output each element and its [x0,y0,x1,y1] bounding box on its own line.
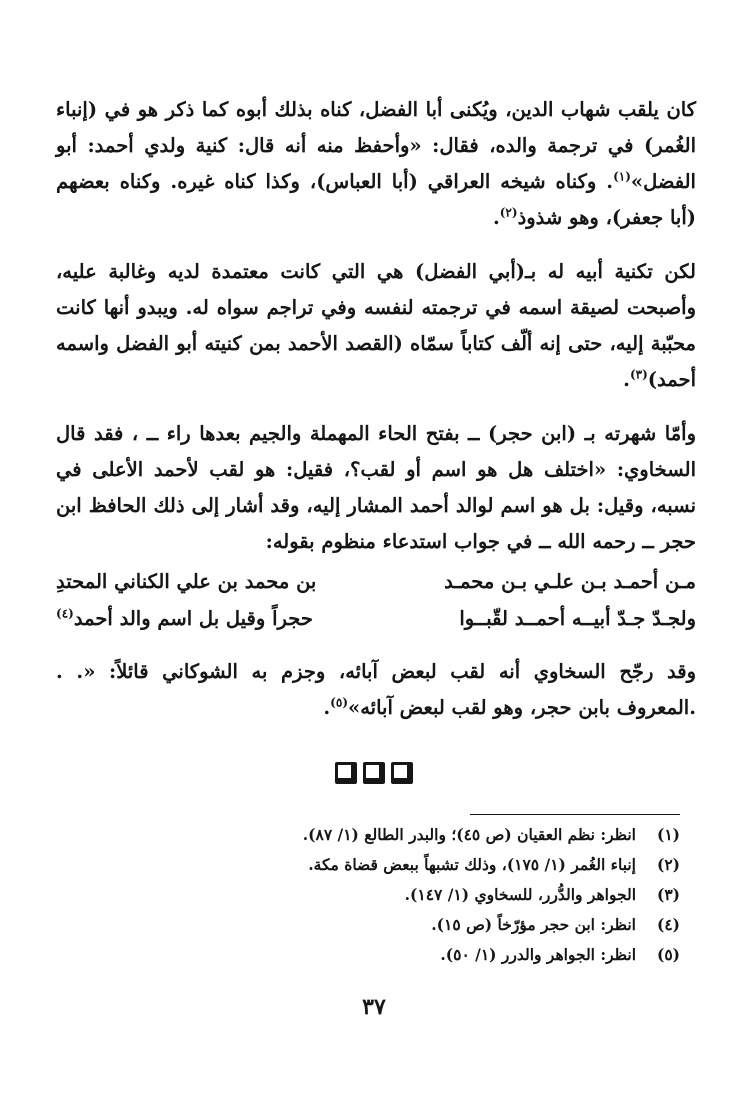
footnote-divider [470,814,680,815]
footnotes [80,820,680,970]
paragraph-4-end: . [323,696,331,719]
paragraph-1-line-2: في (إنباء الغُمر) في ترجمة والده، فقال: «وأحفظ منه أنه قال: كنية ولدي [56,98,697,157]
footnote-number: (٤) [656,915,680,934]
page-number: ٣٧ [362,994,386,1020]
paragraph-2-line-2: عليه، وأصبحت لصيقة اسمه في ترجمته لنفسه وفي تراجم سواه له. ويبدو أنها [56,260,696,319]
footnote-text: إنباء الغُمر (١/ ١٧٥)، وذلك تشبهاً ببعض قضاة مكة. [308,855,636,874]
footnote-2 [80,850,680,880]
paragraph-2-line-3: كانت محبّبة إليه، حتى إنه ألّف كتاباً سمّاه (القصد الأحمد بمن كنيته أبو الفضل [56,296,697,355]
footnote-3 [80,880,680,910]
poem-verse-1-second-hemistich: بن محمد بن علي الكناني المحتدِ [56,570,317,593]
footnote-number: (٢) [656,855,680,874]
poem-verse-1 [56,563,696,600]
poem-verse-2 [56,600,696,637]
poem-verse-2-second-hemistich: حجراً وقيل بل اسم والد أحمد [73,607,313,630]
paragraph-3-line-2: فقد قال السخاوي: «اختلف هل هو اسم أو لقب؟، فقيل: هو لقب لأحمد [56,422,697,481]
footnote-text: الجواهر والدُّرر، للسخاوي (١/ ١٤٧). [404,885,636,904]
paragraph-1 [56,92,696,236]
footnote-ref-1: (١) [613,169,631,184]
paragraph-4 [56,654,696,726]
paragraph-1-end: . [492,206,500,229]
footnote-number: (٣) [656,885,680,904]
footnote-text: انظر: نظم العقيان (ص ٤٥)؛ والبدر الطالع (١/ ٨٧). [302,825,636,844]
footnote-ref-4: (٤) [56,606,74,621]
footnote-ref-5: (٥) [330,695,348,710]
paragraph-2-line-1: لكن تكنية أبيه له بـ(أبي الفضل) هي التي كانت معتمدة لديه وغالبة [108,260,696,283]
paragraph-2 [56,254,696,398]
paragraph-4-line-1: وقد رجّح السخاوي أنه لقب لبعض آبائه، وجزم به الشوكاني قائلاً: [109,660,696,683]
footnote-ref-3: (٣) [629,367,648,382]
poem-verse-1-first-hemistich: مـن أحمـد بـن علـي بـن محمـد [444,570,696,593]
paragraph-4-line-2: «. . .المعروف بابن حجر، وهو لقب لبعض آبائه» [56,660,696,719]
paragraph-3-line-4: ذلك الحافظ ابن حجر ــ رحمه الله ــ في جواب استدعاء منظوم بقوله: [56,494,696,553]
paragraph-2-line-4: واسمه أحمد) [56,332,696,391]
paragraph-3 [56,416,696,560]
poem-verses [56,563,696,637]
paragraph-1-line-3: أحمد: أبو الفضل» [56,134,696,193]
paragraph-3-line-3: الأعلى في نسبه، وقيل: بل هو اسم لوالد أحمد المشار إليه، وقد أشار إلى [56,458,696,517]
footnote-4 [80,910,680,940]
footnote-ref-2: (٢) [499,205,518,220]
footnote-1 [80,820,680,850]
footnote-number: (٥) [656,945,680,964]
three-squares-separator-icon [0,762,748,790]
paragraph-3-line-1: وأمّا شهرته بـ (ابن حجر) ــ بفتح الحاء المهملة والجيم بعدها راء ــ ، [131,422,696,445]
footnote-text: انظر: ابن حجر مؤرّخاً (ص ١٥). [431,915,636,934]
paragraph-1-line-1: كان يلقب شهاب الدين، ويُكنى أبا الفضل، كناه بذلك أبوه كما ذكر هو [137,98,696,121]
paragraph-2-end: . [623,368,630,391]
paragraph-1-line-3b: . وكناه شيخه العراقي (أبا العباس)، وكذا كناه غيره. [170,170,614,193]
footnote-5 [80,940,680,970]
poem-verse-2-first-hemistich: ولجـدّ جـدّ أبيــه أحمــد لقّبــوا [459,607,696,630]
footnote-text: انظر: الجواهر والدرر (١/ ٥٠). [440,945,636,964]
paragraph-1-line-4: وكناه بعضهم (أبا جعفر)، وهو شذوذ [56,170,696,229]
footnote-number: (١) [656,825,680,844]
